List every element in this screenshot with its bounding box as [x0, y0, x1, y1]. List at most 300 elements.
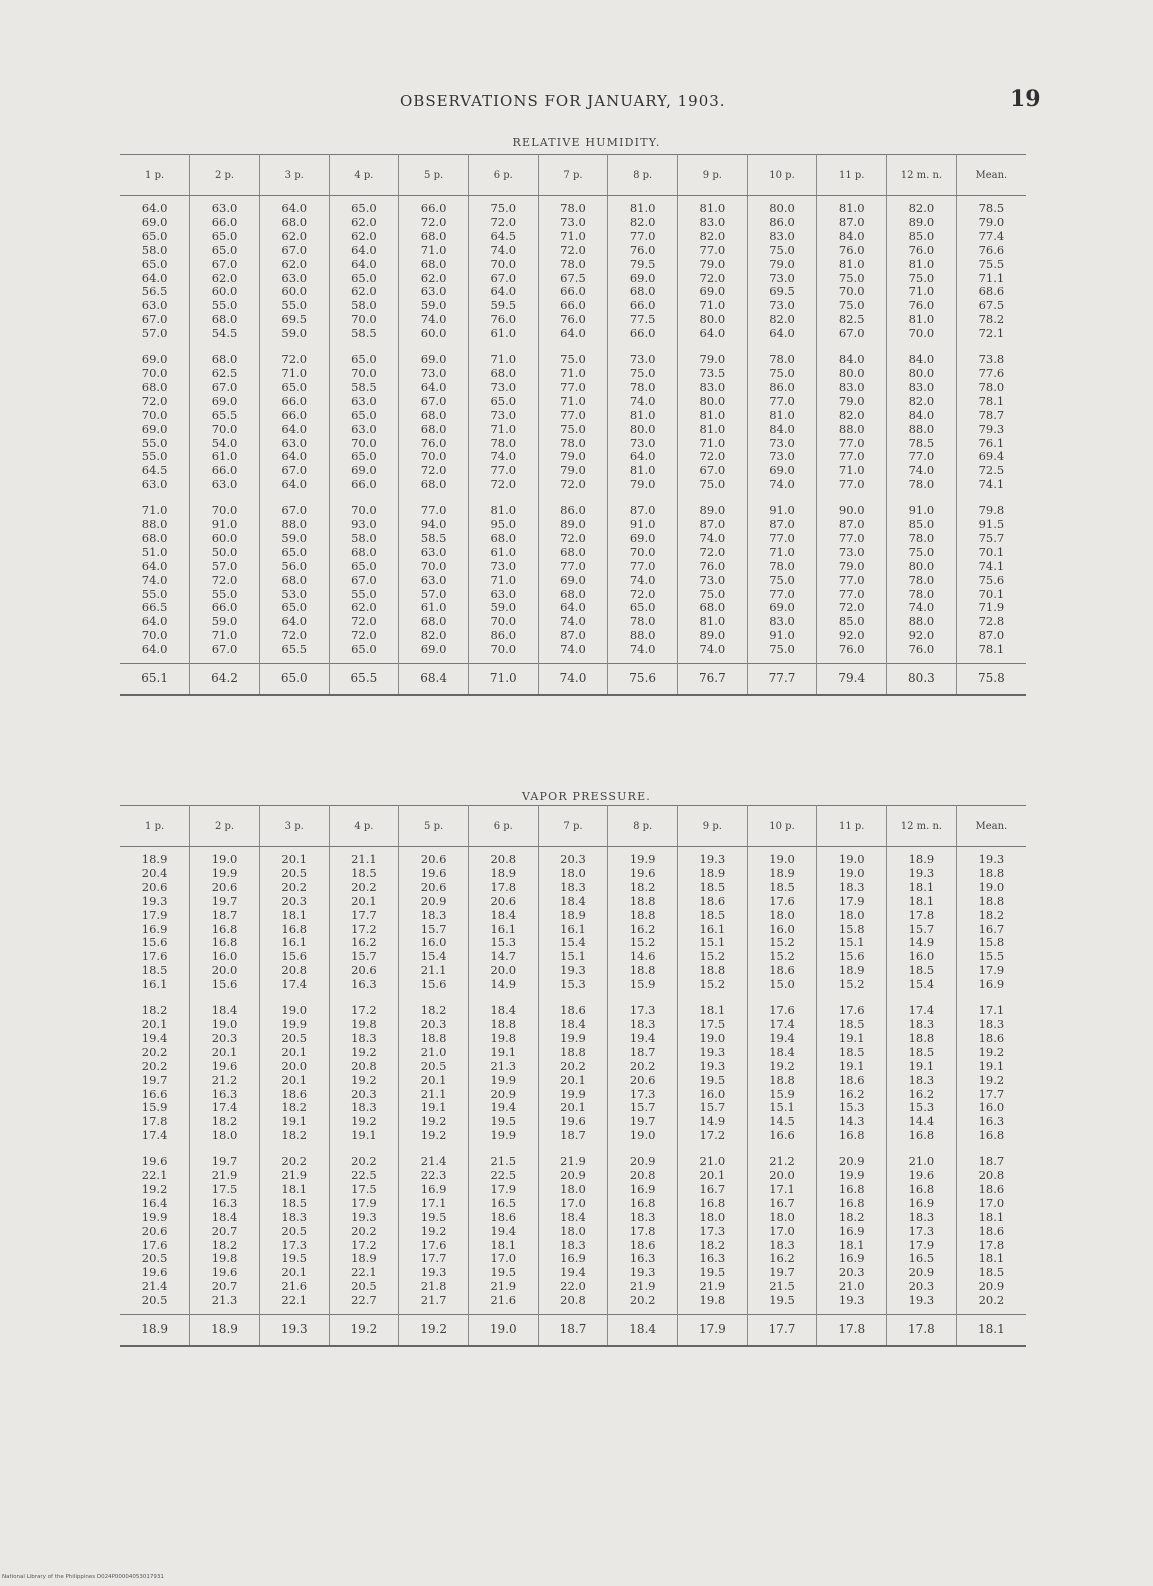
table-cell-value: 19.3 [351, 1209, 377, 1224]
table-cell-value: 77.0 [629, 558, 656, 573]
table-cell-value: 19.6 [908, 1168, 935, 1183]
day-values-cell [747, 498, 817, 663]
table-cell-value: 76.0 [699, 558, 726, 573]
table-cell-value: 71.0 [560, 228, 586, 243]
table-cell-value: 54.5 [211, 326, 238, 341]
table-cell-value: 72.0 [560, 530, 586, 545]
mean-value: 17.8 [817, 1315, 887, 1346]
table-cell-value: 66.0 [351, 477, 377, 492]
table-cell-value: 16.1 [141, 977, 168, 992]
table-cell-value: 64.0 [769, 326, 795, 341]
table-cell-value: 21.0 [838, 1279, 865, 1294]
table-cell-value: 88.0 [908, 614, 935, 629]
column-header: 10 p. [747, 155, 817, 196]
table-cell-value: 76.0 [908, 642, 935, 657]
table-cell-value: 68.0 [420, 256, 447, 271]
table-cell-value: 58.5 [351, 326, 377, 341]
table-cell-value: 15.7 [629, 1100, 656, 1115]
table-cell-value: 18.4 [490, 907, 517, 922]
table-cell-value: 69.0 [420, 352, 447, 367]
table-cell-value: 20.2 [351, 1154, 377, 1169]
day-values-cell [747, 998, 817, 1149]
table-cell-value: 15.1 [699, 935, 726, 950]
table-row-group [120, 998, 1026, 1149]
table-cell-value: 75.0 [699, 477, 726, 492]
table-cell-value: 64.0 [141, 201, 168, 215]
table-cell-value: 74.0 [141, 572, 168, 587]
table-cell-value: 56.0 [281, 558, 308, 573]
day-values-cell [887, 498, 957, 663]
table-cell-value: 81.0 [838, 256, 865, 271]
table-cell-value: 77.0 [490, 463, 517, 478]
day-values-cell [120, 347, 190, 498]
table-cell-value: 16.8 [838, 1128, 865, 1143]
table-cell-value: 63.0 [420, 572, 447, 587]
table-cell-value: 19.8 [211, 1251, 238, 1266]
table-cell-value: 66.0 [211, 214, 238, 229]
column-header: 8 p. [608, 155, 678, 196]
table-cell-value: 20.2 [281, 879, 308, 894]
day-values-cell [817, 196, 887, 348]
table-cell-value: 83.0 [699, 379, 726, 394]
table-cell-value: 18.3 [560, 1237, 586, 1252]
table-cell-value: 89.0 [699, 503, 726, 518]
table-cell-value: 74.1 [978, 558, 1005, 573]
day-values-cell [120, 1149, 190, 1314]
table-cell-value: 19.0 [629, 1128, 656, 1143]
table-cell-value: 21.9 [281, 1168, 308, 1183]
table-cell-value: 72.0 [560, 477, 586, 492]
table-cell-value: 81.0 [838, 201, 865, 215]
mean-value: 19.2 [399, 1315, 469, 1346]
table-cell-value: 89.0 [908, 214, 935, 229]
table-cell-value: 83.0 [769, 614, 795, 629]
day-values-cell [817, 347, 887, 498]
table-cell-value: 74.1 [978, 477, 1005, 492]
table-cell-value: 68.0 [281, 572, 308, 587]
table-cell-value: 91.0 [908, 503, 935, 518]
table-cell-value: 16.7 [769, 1195, 795, 1210]
table-cell-value: 19.3 [699, 1058, 726, 1073]
column-header: 8 p. [608, 806, 678, 847]
table-cell-value: 17.5 [211, 1181, 238, 1196]
table-cell-value: 79.8 [978, 503, 1005, 518]
table-cell-value: 65.5 [211, 407, 238, 422]
table-cell-value: 18.1 [699, 1003, 726, 1018]
table-cell-value: 16.3 [211, 1195, 238, 1210]
table-cell-value: 20.8 [281, 963, 308, 978]
table-cell-value: 19.7 [769, 1265, 795, 1280]
table-cell-value: 72.0 [211, 572, 238, 587]
table-cell-value: 64.0 [141, 558, 168, 573]
table-cell-value: 66.0 [281, 393, 308, 408]
table-cell-value: 20.6 [490, 893, 517, 908]
table-cell-value: 16.2 [838, 1086, 865, 1101]
table-cell-value: 20.5 [351, 1279, 377, 1294]
table-cell-value: 18.5 [351, 865, 377, 880]
table-cell-value: 17.8 [908, 907, 935, 922]
column-header: 9 p. [678, 806, 748, 847]
table-cell-value: 16.1 [490, 921, 517, 936]
table-cell-value: 19.3 [629, 1265, 656, 1280]
table-cell-value: 20.2 [629, 1293, 656, 1308]
day-values-cell [120, 998, 190, 1149]
table-cell-value: 20.8 [490, 852, 517, 866]
table-cell-value: 18.7 [978, 1154, 1005, 1169]
table-cell-value: 19.5 [281, 1251, 308, 1266]
table-cell-value: 83.0 [699, 214, 726, 229]
table-cell-value: 14.9 [490, 977, 517, 992]
mean-value: 65.0 [259, 664, 329, 695]
table-cell-value: 19.6 [420, 865, 447, 880]
table-cell-value: 55.0 [211, 586, 238, 601]
table-cell-value: 78.0 [908, 477, 935, 492]
mean-value: 18.9 [190, 1315, 260, 1346]
table-cell-value: 19.2 [420, 1128, 447, 1143]
table-cell-value: 72.0 [490, 214, 517, 229]
table-cell-value: 18.3 [420, 907, 447, 922]
table-cell-value: 17.3 [629, 1003, 656, 1018]
table-cell-value: 19.1 [838, 1058, 865, 1073]
mean-value: 76.7 [678, 664, 748, 695]
table-cell-value: 17.6 [420, 1237, 447, 1252]
table-cell-value: 62.0 [211, 270, 238, 285]
table-cell-value: 16.6 [769, 1128, 795, 1143]
day-values-cell [817, 498, 887, 663]
table-cell-value: 61.0 [490, 326, 517, 341]
table-cell-value: 19.3 [699, 852, 726, 866]
table-cell-value: 78.0 [560, 435, 586, 450]
table-cell-value: 17.3 [908, 1223, 935, 1238]
table-cell-value: 18.9 [141, 852, 168, 866]
table-cell-value: 16.2 [351, 935, 377, 950]
table-cell-value: 15.3 [560, 977, 586, 992]
table-cell-value: 59.0 [281, 326, 308, 341]
table-cell-value: 66.0 [211, 600, 238, 615]
table-cell-value: 15.2 [699, 977, 726, 992]
table-cell-value: 67.5 [560, 270, 586, 285]
table-cell-value: 18.0 [838, 907, 865, 922]
day-values-cell [956, 196, 1026, 348]
table-cell-value: 19.9 [281, 1016, 308, 1031]
table-cell-value: 80.0 [908, 365, 935, 380]
day-values-cell [956, 998, 1026, 1149]
table-cell-value: 87.0 [978, 628, 1005, 643]
table-cell-value: 20.8 [560, 1293, 586, 1308]
day-values-cell [538, 1149, 608, 1314]
day-values-cell [538, 998, 608, 1149]
table-cell-value: 20.3 [908, 1279, 935, 1294]
table-cell-value: 15.0 [769, 977, 795, 992]
table-cell-value: 79.0 [699, 352, 726, 367]
table-cell-value: 20.6 [629, 1072, 656, 1087]
table-cell-value: 19.7 [629, 1114, 656, 1129]
mean-row [120, 664, 1026, 695]
table-cell-value: 58.0 [351, 530, 377, 545]
table-cell-value: 91.0 [211, 517, 238, 532]
column-header: 7 p. [538, 155, 608, 196]
table-cell-value: 71.9 [978, 600, 1005, 615]
table-cell-value: 59.0 [211, 614, 238, 629]
table-cell-value: 87.0 [838, 517, 865, 532]
table-cell-value: 73.0 [490, 379, 517, 394]
table-cell-value: 75.0 [560, 352, 586, 367]
table-cell-value: 73.0 [769, 449, 795, 464]
table-cell-value: 55.0 [281, 298, 308, 313]
table-cell-value: 70.0 [351, 312, 377, 327]
table-cell-value: 58.5 [351, 379, 377, 394]
table-cell-value: 18.9 [769, 865, 795, 880]
table-cell-value: 69.5 [769, 284, 795, 299]
table-cell-value: 59.0 [490, 600, 517, 615]
table-cell-value: 16.8 [978, 1128, 1005, 1143]
column-header: 5 p. [399, 806, 469, 847]
table-cell-value: 81.0 [699, 201, 726, 215]
table-cell-value: 68.0 [351, 544, 377, 559]
table-cell-value: 68.0 [420, 228, 447, 243]
table-cell-value: 17.0 [769, 1223, 795, 1238]
table-cell-value: 18.3 [978, 1016, 1005, 1031]
table-cell-value: 70.0 [490, 614, 517, 629]
table-cell-value: 19.2 [420, 1223, 447, 1238]
table-cell-value: 69.0 [629, 270, 656, 285]
table-cell-value: 67.0 [351, 572, 377, 587]
table-cell-value: 74.0 [629, 642, 656, 657]
table-cell-value: 63.0 [490, 586, 517, 601]
vapor-pressure-title: VAPOR PRESSURE. [521, 790, 651, 803]
table-cell-value: 21.3 [211, 1293, 238, 1308]
table-cell-value: 65.5 [281, 642, 308, 657]
table-cell-value: 16.0 [699, 1086, 726, 1101]
table-cell-value: 18.4 [769, 1044, 795, 1059]
day-values-cell [817, 1149, 887, 1314]
table-cell-value: 86.0 [560, 503, 586, 518]
table-cell-value: 87.0 [560, 628, 586, 643]
table-cell-value: 83.0 [908, 379, 935, 394]
table-cell-value: 16.3 [351, 977, 377, 992]
table-cell-value: 64.0 [560, 326, 586, 341]
table-cell-value: 16.2 [629, 921, 656, 936]
table-cell-value: 17.4 [141, 1128, 168, 1143]
day-values-cell [468, 847, 538, 999]
table-cell-value: 63.0 [351, 393, 377, 408]
table-cell-value: 72.1 [978, 326, 1005, 341]
table-cell-value: 66.0 [560, 284, 586, 299]
table-cell-value: 19.0 [211, 1016, 238, 1031]
table-cell-value: 20.1 [281, 1265, 308, 1280]
table-cell-value: 83.0 [769, 228, 795, 243]
table-cell-value: 72.0 [420, 214, 447, 229]
column-header: 7 p. [538, 806, 608, 847]
table-cell-value: 51.0 [141, 544, 168, 559]
mean-value: 19.2 [329, 1315, 399, 1346]
table-cell-value: 64.0 [351, 256, 377, 271]
table-cell-value: 91.0 [769, 503, 795, 518]
table-cell-value: 15.9 [629, 977, 656, 992]
table-cell-value: 69.0 [141, 214, 168, 229]
table-cell-value: 19.3 [908, 1293, 935, 1308]
day-values-cell [190, 498, 260, 663]
table-cell-value: 21.2 [769, 1154, 795, 1169]
table-cell-value: 16.0 [420, 935, 447, 950]
table-cell-value: 75.0 [838, 298, 865, 313]
table-cell-value: 82.0 [420, 628, 447, 643]
table-cell-value: 76.0 [420, 435, 447, 450]
table-cell-value: 15.7 [699, 1100, 726, 1115]
table-cell-value: 71.0 [560, 365, 586, 380]
day-values-cell [399, 998, 469, 1149]
table-cell-value: 74.0 [769, 477, 795, 492]
table-cell-value: 15.3 [490, 935, 517, 950]
table-cell-value: 21.9 [699, 1279, 726, 1294]
table-cell-value: 65.0 [351, 558, 377, 573]
page-title: OBSERVATIONS FOR JANUARY, 1903. [400, 92, 726, 110]
table-cell-value: 77.6 [978, 365, 1005, 380]
table-cell-value: 65.0 [490, 393, 517, 408]
table-cell-value: 73.0 [490, 407, 517, 422]
table-cell-value: 17.6 [838, 1003, 865, 1018]
table-cell-value: 18.6 [699, 893, 726, 908]
table-cell-value: 18.5 [699, 907, 726, 922]
mean-value: 77.7 [747, 664, 817, 695]
table-cell-value: 18.0 [211, 1128, 238, 1143]
day-values-cell [747, 1149, 817, 1314]
table-cell-value: 16.9 [838, 1223, 865, 1238]
table-cell-value: 74.0 [490, 242, 517, 257]
table-cell-value: 16.0 [978, 1100, 1005, 1115]
table-cell-value: 18.0 [560, 865, 586, 880]
table-cell-value: 65.0 [351, 449, 377, 464]
table-cell-value: 68.0 [490, 365, 517, 380]
table-cell-value: 22.3 [420, 1168, 447, 1183]
table-cell-value: 19.4 [629, 1030, 656, 1045]
table-cell-value: 15.9 [141, 1100, 168, 1115]
table-cell-value: 18.7 [629, 1044, 656, 1059]
table-cell-value: 75.0 [560, 421, 586, 436]
table-cell-value: 50.0 [211, 544, 238, 559]
column-header: 11 p. [817, 806, 887, 847]
table-cell-value: 69.5 [281, 312, 308, 327]
day-values-cell [329, 498, 399, 663]
table-cell-value: 18.5 [838, 1016, 865, 1031]
table-cell-value: 73.8 [978, 352, 1005, 367]
table-cell-value: 77.0 [420, 503, 447, 518]
table-cell-value: 16.9 [629, 1181, 656, 1196]
table-cell-value: 73.0 [560, 214, 586, 229]
table-cell-value: 60.0 [211, 284, 238, 299]
table-cell-value: 16.7 [978, 921, 1005, 936]
table-cell-value: 16.2 [908, 1086, 935, 1101]
table-cell-value: 77.0 [560, 379, 586, 394]
column-header: 4 p. [329, 155, 399, 196]
day-values-cell [747, 196, 817, 348]
table-cell-value: 17.6 [141, 1237, 168, 1252]
table-cell-value: 81.0 [699, 421, 726, 436]
table-cell-value: 55.0 [141, 435, 168, 450]
table-cell-value: 19.9 [560, 1030, 586, 1045]
table-cell-value: 15.6 [141, 935, 168, 950]
table-cell-value: 71.0 [490, 421, 517, 436]
mean-value: 19.3 [259, 1315, 329, 1346]
table-cell-value: 19.6 [560, 1114, 586, 1129]
table-cell-value: 20.1 [560, 1100, 586, 1115]
table-cell-value: 76.0 [908, 242, 935, 257]
mean-value: 71.0 [468, 664, 538, 695]
table-cell-value: 69.4 [978, 449, 1005, 464]
table-cell-value: 20.9 [978, 1279, 1005, 1294]
table-cell-value: 16.8 [908, 1181, 935, 1196]
table-cell-value: 82.0 [908, 201, 935, 215]
table-cell-value: 70.0 [211, 421, 238, 436]
table-cell-value: 21.0 [699, 1154, 726, 1169]
table-cell-value: 19.9 [211, 865, 238, 880]
day-values-cell [608, 347, 678, 498]
mean-value: 64.2 [190, 664, 260, 695]
day-values-cell [190, 196, 260, 348]
table-cell-value: 81.0 [629, 463, 656, 478]
table-cell-value: 79.3 [978, 421, 1005, 436]
table-cell-value: 19.2 [978, 1044, 1005, 1059]
column-header: 6 p. [468, 806, 538, 847]
table-cell-value: 64.0 [281, 201, 308, 215]
table-cell-value: 76.0 [838, 242, 865, 257]
day-values-cell [608, 998, 678, 1149]
table-cell-value: 20.9 [908, 1265, 935, 1280]
table-cell-value: 61.0 [211, 449, 238, 464]
table-cell-value: 17.9 [351, 1195, 377, 1210]
table-cell-value: 70.0 [490, 642, 517, 657]
table-cell-value: 17.6 [769, 1003, 795, 1018]
table-cell-value: 71.0 [490, 352, 517, 367]
day-values-cell [538, 498, 608, 663]
table-cell-value: 21.1 [351, 852, 377, 866]
table-cell-value: 76.1 [978, 435, 1005, 450]
table-cell-value: 74.0 [490, 449, 517, 464]
table-cell-value: 18.6 [978, 1181, 1005, 1196]
table-cell-value: 58.0 [141, 242, 168, 257]
mean-value: 74.0 [538, 664, 608, 695]
table-cell-value: 15.3 [838, 1100, 865, 1115]
table-cell-value: 72.0 [351, 628, 377, 643]
table-cell-value: 64.0 [629, 449, 656, 464]
table-cell-value: 76.0 [838, 642, 865, 657]
day-values-cell [608, 498, 678, 663]
table-cell-value: 69.0 [141, 421, 168, 436]
table-cell-value: 19.6 [141, 1265, 168, 1280]
day-values-cell [678, 498, 748, 663]
table-cell-value: 55.0 [141, 449, 168, 464]
mean-value: 68.4 [399, 664, 469, 695]
table-cell-value: 63.0 [211, 477, 238, 492]
day-values-cell [259, 847, 329, 999]
table-cell-value: 17.6 [769, 893, 795, 908]
table-cell-value: 18.6 [560, 1003, 586, 1018]
table-cell-value: 14.9 [699, 1114, 726, 1129]
table-cell-value: 20.0 [490, 963, 517, 978]
relative-humidity-title: RELATIVE HUMIDITY. [512, 136, 661, 149]
table-cell-value: 18.8 [699, 963, 726, 978]
table-cell-value: 18.4 [211, 1003, 238, 1018]
table-cell-value: 73.0 [490, 558, 517, 573]
day-values-cell [259, 347, 329, 498]
table-cell-value: 18.6 [978, 1223, 1005, 1238]
table-cell-value: 78.0 [908, 572, 935, 587]
table-cell-value: 15.1 [838, 935, 865, 950]
day-values-cell [329, 847, 399, 999]
table-cell-value: 18.7 [560, 1128, 586, 1143]
table-cell-value: 67.0 [699, 463, 726, 478]
table-cell-value: 78.0 [769, 352, 795, 367]
